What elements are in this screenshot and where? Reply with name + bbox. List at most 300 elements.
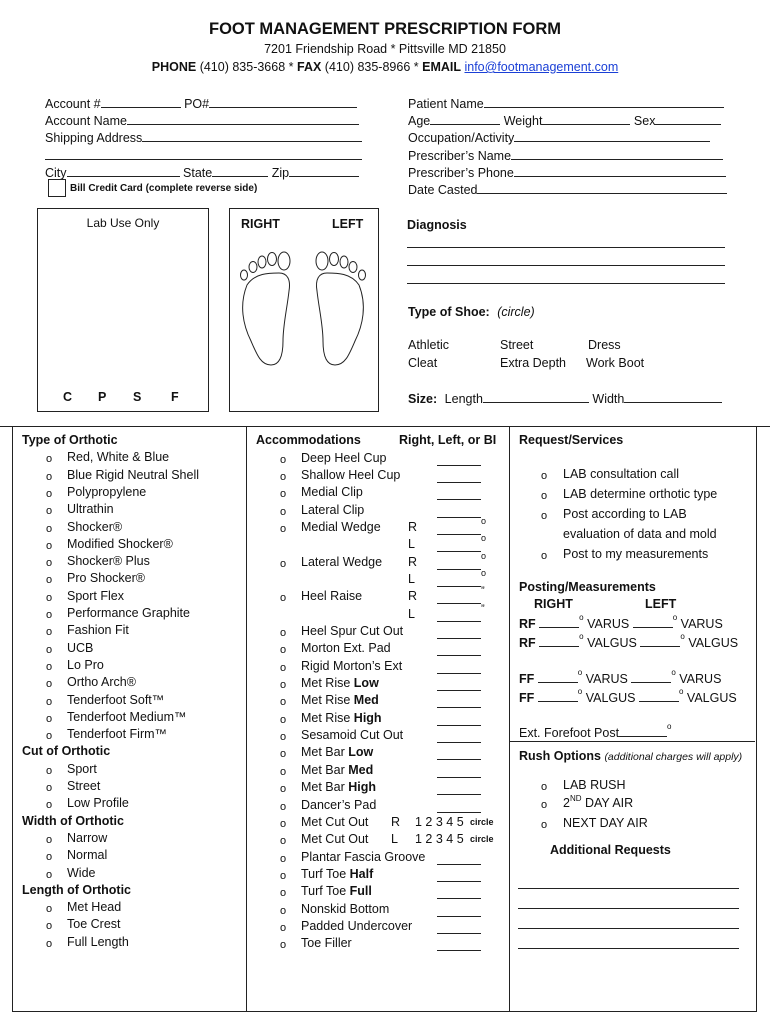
degree-mark: o [680,632,685,641]
orthotic-width-item[interactable]: Wide [67,865,96,880]
bullet[interactable]: o [46,799,53,812]
ff-valgus-row [519,689,737,705]
account-name-field[interactable] [127,112,359,125]
bullet[interactable]: o [280,522,287,535]
occupation-row [408,129,710,145]
accommodation-label: Rigid Morton’s Ext [301,658,403,673]
accommodation-label-emph: Low [353,676,379,691]
second-number: 2 [563,796,570,810]
side-l-field[interactable] [437,551,481,552]
occupation-field[interactable] [514,129,710,142]
request-post-lab-2: evaluation of data and mold [563,527,717,541]
shoe-cleat[interactable]: Cleat [408,356,438,370]
bullet[interactable]: o [280,921,287,934]
prescriber-phone-label: Prescriber’s Phone [408,166,514,180]
rush-title: Rush Options [519,749,601,763]
bullet[interactable]: o [280,679,287,692]
degree-mark: o [667,722,672,731]
age-field[interactable] [430,112,500,125]
orthotic-type-item[interactable]: Tenderfoot Firm™ [67,727,168,742]
side-r-label: R [408,589,418,604]
bullet[interactable]: o [46,557,53,570]
bullet[interactable]: o [280,557,287,570]
bullet[interactable]: o [280,713,287,726]
side-field[interactable] [437,673,481,674]
prescriber-name-field[interactable] [511,147,723,160]
accommodation-label: Nonskid Bottom [301,901,390,916]
date-casted-label: Date Casted [408,183,478,197]
age-label: Age [408,114,431,128]
date-casted-row [408,181,727,197]
side-field[interactable] [437,933,481,934]
orthotic-width-item[interactable]: Narrow [67,830,108,845]
account-name-label: Account Name [45,114,127,128]
length-field[interactable] [483,390,589,403]
width-orthotic-title: Width of Orthotic [22,813,124,828]
additional-line-2[interactable] [518,908,739,909]
side-field[interactable] [437,690,481,691]
bullet[interactable]: o [280,887,287,900]
circle-hint: circle [470,816,494,827]
accommodation-item[interactable] [301,745,373,759]
rush-next-day[interactable]: NEXT DAY AIR [563,816,648,830]
bullet[interactable]: o [280,592,287,605]
accommodation-item[interactable] [301,693,379,707]
diagnosis-line-1[interactable] [407,247,725,248]
lab-code-f: F [171,390,179,404]
orthotic-width-item[interactable]: Normal [67,848,108,863]
account-row [45,95,357,111]
account-no-label: Account # [45,97,101,111]
side-l-label: L [408,571,415,586]
diagnosis-label: Diagnosis [407,218,467,232]
account-name-row [45,112,359,128]
diagnosis-line-3[interactable] [407,283,725,284]
accommodation-item[interactable] [301,555,382,569]
accommodation-item[interactable] [301,589,362,603]
orthotic-type-item[interactable]: Tenderfoot Soft™ [67,692,165,707]
side-field[interactable] [437,725,481,726]
side-header: Right, Left, or BI [399,433,497,447]
bullet[interactable]: o [280,835,287,848]
unit-mark: o [481,515,487,526]
age-row [408,112,721,128]
side-field[interactable] [437,864,481,865]
side-field[interactable] [437,812,481,813]
orthotic-type-item[interactable]: Shocker® Plus [67,554,150,569]
bullet[interactable]: o [46,695,53,708]
accommodation-item[interactable] [301,798,376,812]
side-r-field[interactable] [437,534,481,535]
accommodation-item[interactable] [301,641,391,655]
bullet[interactable]: o [280,817,287,830]
bullet[interactable]: o [46,660,53,673]
bullet[interactable]: o [46,505,53,518]
diagnosis-line-2[interactable] [407,265,725,266]
bullet[interactable]: o [280,939,287,952]
bullet[interactable]: o [280,800,287,813]
orthotic-length-item[interactable]: Met Head [67,900,122,915]
side-field[interactable] [437,777,481,778]
requests-title: Request/Services [519,433,624,447]
circle-hint: circle [470,834,494,845]
lab-use-box [37,208,209,412]
day-air-label: DAY AIR [585,796,634,810]
sex-field[interactable] [655,112,721,125]
rush-lab[interactable]: LAB RUSH [563,778,626,792]
accommodation-item[interactable] [301,451,386,465]
unit-mark: o [481,550,487,561]
toe-numbers[interactable]: 1 2 3 4 5 [415,832,464,847]
bullet[interactable]: o [46,591,53,604]
side-field[interactable] [437,881,481,882]
lab-code-s: S [133,390,142,404]
bullet[interactable]: o [541,510,548,522]
weight-field[interactable] [542,112,630,125]
request-determine[interactable]: LAB determine orthotic type [563,487,718,501]
col-divider-2 [509,426,510,1012]
bullet[interactable]: o [280,488,287,501]
ff-label: FF [519,672,535,686]
ff-varus-left-field[interactable] [631,670,671,683]
orthotic-type-item[interactable]: Sport Flex [67,588,124,603]
accommodation-label-emph: High [353,710,382,725]
orthotic-type-item[interactable]: Polypropylene [67,484,147,499]
orthotic-type-item[interactable]: Fashion Fit [67,623,129,638]
bullet[interactable]: o [280,696,287,709]
request-post-lab[interactable]: Post according to LAB [563,507,687,521]
side-l-label: L [408,537,415,552]
date-casted-field[interactable] [477,181,727,194]
side-r-field[interactable] [437,569,481,570]
unit-mark: o [481,533,487,544]
rf-label: RF [519,636,536,650]
accommodation-item[interactable] [301,832,368,846]
side-field[interactable] [437,759,481,760]
accommodation-item[interactable] [301,815,368,829]
rf-valgus-left-field[interactable] [640,634,680,647]
request-post-mine[interactable]: Post to my measurements [563,547,709,561]
side-l-field[interactable] [437,586,481,587]
accommodation-label: Heel Raise [301,589,363,604]
cut-orthotic-title: Cut of Orthotic [22,744,111,759]
accommodation-item[interactable] [301,711,382,725]
ext-forefoot-field[interactable] [619,724,667,737]
city-field[interactable] [67,164,180,177]
accommodation-label-emph: Med [348,762,374,777]
bullet[interactable]: o [541,470,548,482]
bullet[interactable]: o [46,903,53,916]
ff-varus-right-field[interactable] [538,670,578,683]
side-field[interactable] [437,482,481,483]
bullet[interactable]: o [280,505,287,518]
accommodation-label-emph: Low [348,745,374,760]
orthotic-type-item[interactable]: Performance Graphite [67,606,190,620]
accommodation-item[interactable] [301,520,381,534]
side-l-field[interactable] [437,621,481,622]
accommodation-label: Sesamoid Cut Out [301,728,404,743]
orthotic-type-item[interactable]: Pro Shocker® [67,571,145,586]
bullet[interactable]: o [46,920,53,933]
valgus-label: VALGUS [688,636,739,650]
accommodation-label-emph: Half [349,866,374,881]
unit-mark: ” [481,602,485,615]
shoe-extra-depth[interactable]: Extra Depth [500,356,567,370]
shoe-type-row [408,305,535,319]
orthotic-type-item[interactable]: Blue Rigid Neutral Shell [67,467,200,482]
degree-mark: o [579,613,584,622]
orthotic-type-item[interactable]: Shocker® [67,519,123,534]
state-field[interactable] [212,164,268,177]
accommodation-label: Plantar Fascia Groove [301,849,426,864]
ff-valgus-right-field[interactable] [538,689,578,702]
bullet[interactable]: o [46,678,53,691]
nd-suffix: ND [569,794,582,803]
accommodation-item[interactable] [301,780,376,794]
rush-note: (additional charges will apply) [604,751,743,763]
orthotic-cut-item[interactable]: Low Profile [67,796,129,811]
sex-label: Sex [633,114,656,128]
patient-name-label: Patient Name [408,97,484,111]
toe-numbers[interactable]: 1 2 3 4 5 [415,814,464,829]
right-foot-label: RIGHT [241,217,280,231]
ext-forefoot-label: Ext. Forefoot Post [519,726,620,740]
valgus-label: VALGUS [585,691,636,705]
rush-title-row [519,749,742,763]
side-r-field[interactable] [437,603,481,604]
length-orthotic-title: Length of Orthotic [22,882,132,897]
bullet[interactable]: o [46,851,53,864]
accommodation-label: Medial Clip [301,485,363,500]
accommodation-item[interactable] [301,728,403,742]
rush-2nd-day[interactable] [563,796,633,810]
shipping-row [45,129,362,145]
bullet[interactable]: o [46,868,53,881]
po-label: PO# [184,97,210,111]
additional-line-3[interactable] [518,928,739,929]
accommodation-label-emph: Med [353,693,379,708]
varus-label: VARUS [680,617,723,631]
side-field[interactable] [437,517,481,518]
additional-line-4[interactable] [518,948,739,949]
side-field[interactable] [437,742,481,743]
lab-code-c: C [63,390,73,404]
accommodation-item[interactable] [301,659,402,673]
orthotic-type-item[interactable]: Tenderfoot Medium™ [67,709,187,724]
lab-code-p: P [98,390,107,404]
shoe-type-hint: (circle) [497,305,535,319]
posting-left: LEFT [645,597,677,611]
orthotic-type-item[interactable]: Ultrathin [67,502,114,517]
bullet[interactable]: o [46,487,53,500]
bullet[interactable]: o [46,453,53,466]
shoe-work-boot[interactable]: Work Boot [586,356,645,370]
side-field[interactable] [437,655,481,656]
side-field[interactable] [437,898,481,899]
accommodation-item[interactable] [301,485,363,499]
side-r-label: R [408,554,418,569]
orthotic-type-item[interactable]: UCB [67,640,94,655]
bullet[interactable]: o [46,782,53,794]
bullet[interactable]: o [541,799,548,811]
bullet[interactable]: o [46,522,53,535]
degree-mark: o [579,632,584,641]
bullet[interactable]: o [46,470,53,483]
accommodation-item[interactable] [301,850,425,864]
posting-title: Posting/Measurements [519,580,656,594]
additional-line-1[interactable] [518,888,739,889]
bullet[interactable]: o [280,904,287,917]
accommodation-label: Shallow Heel Cup [301,467,401,482]
ff-valgus-left-field[interactable] [639,689,679,702]
bullet[interactable]: o [46,626,53,639]
side-field[interactable] [437,638,481,639]
rf-valgus-right-field[interactable] [539,634,579,647]
ff-label: FF [519,691,535,705]
bullet[interactable]: o [46,764,53,777]
orthotic-type-item[interactable]: Ortho Arch® [67,675,136,690]
accommodation-label: Met Cut Out [301,814,369,829]
size-row [408,390,722,406]
orthotic-cut-item[interactable]: Sport [67,761,97,776]
bullet[interactable]: o [46,609,53,621]
bullet[interactable]: o [280,731,287,744]
shoe-athletic[interactable]: Athletic [408,338,449,352]
shoe-dress[interactable]: Dress [588,338,621,352]
orthotic-type-item[interactable]: Red, White & Blue [67,450,170,465]
length-label: Length [444,392,483,406]
bullet[interactable]: o [280,783,287,796]
form-title: FOOT MANAGEMENT PRESCRIPTION FORM [209,20,561,38]
bullet[interactable]: o [280,661,287,674]
lab-use-title: Lab Use Only [86,216,160,230]
accommodation-label: Deep Heel Cup [301,450,387,465]
accommodation-label: Padded Undercover [301,918,413,933]
rf-varus-left-field[interactable] [633,615,673,628]
side-r-label: R [408,519,418,534]
accommodation-label: Met Cut Out [301,832,369,847]
email-link[interactable]: info@footmanagement.com [464,60,619,74]
side-field[interactable] [437,794,481,795]
fax: (410) 835-8966 * [324,60,419,74]
orthotic-length-item[interactable]: Toe Crest [67,917,121,932]
accommodation-item[interactable] [301,676,379,690]
feet-outline-icon[interactable] [229,245,377,370]
bullet[interactable]: o [280,869,287,882]
accommodation-label: Dancer’s Pad [301,797,377,812]
side-field[interactable] [437,499,481,500]
bullet[interactable]: o [541,781,548,793]
accommodation-label: Heel Spur Cut Out [301,624,404,638]
accommodation-item[interactable] [301,624,403,638]
bullet[interactable]: o [280,852,287,865]
bullet[interactable]: o [46,643,53,656]
orthotic-length-item[interactable]: Full Length [67,934,129,949]
accommodation-label: Turf Toe [301,866,350,881]
bullet[interactable]: o [280,470,287,483]
width-field[interactable] [624,390,722,403]
bill-credit-checkbox[interactable] [48,179,66,197]
accommodation-label: Lateral Clip [301,502,365,517]
varus-label: VARUS [679,672,722,686]
rf-label: RF [519,617,536,631]
accommodation-item[interactable] [301,936,352,950]
bullet[interactable]: o [541,490,548,502]
shoe-street[interactable]: Street [500,338,534,352]
orthotic-cut-item[interactable]: Street [67,779,101,793]
bullet[interactable]: o [46,712,53,725]
patient-name-field[interactable] [484,95,724,108]
degree-mark: o [671,668,676,677]
accommodation-item[interactable] [301,763,373,777]
side-field[interactable] [437,950,481,951]
valgus-label: VALGUS [686,691,737,705]
city-row [45,164,359,180]
account-no-field[interactable] [101,95,181,108]
accommodation-item[interactable] [301,867,373,881]
bullet[interactable]: o [46,574,53,587]
bullet[interactable]: o [46,833,53,846]
prescriber-name-label: Prescriber’s Name [408,149,512,163]
valgus-label: VALGUS [587,636,637,650]
bullet[interactable]: o [46,937,53,950]
bullet[interactable]: o [541,819,548,831]
bullet[interactable]: o [280,627,287,639]
side-field[interactable] [437,707,481,708]
phone-label: PHONE [151,60,197,74]
accommodation-item[interactable] [301,884,372,898]
rf-varus-row [519,615,723,631]
accommodation-label: Met Rise [301,710,354,725]
rf-varus-right-field[interactable] [539,615,579,628]
bullet[interactable]: o [46,539,53,552]
accommodation-item[interactable] [301,468,400,482]
accommodation-label: Medial Wedge [301,519,381,534]
zip-field[interactable] [289,164,359,177]
accommodation-item[interactable] [301,503,364,517]
bullet[interactable]: o [280,644,287,657]
side-field[interactable] [437,916,481,917]
accommodation-label-emph: High [348,780,377,795]
bullet[interactable]: o [280,453,287,466]
orthotic-type-item[interactable]: Lo Pro [67,657,104,672]
bullet[interactable]: o [280,748,287,761]
po-field[interactable] [209,95,357,108]
accommodation-label: Met Rise [301,676,354,691]
accommodation-item[interactable] [301,902,389,916]
bullet[interactable]: o [541,550,548,562]
shipping-field-2[interactable] [45,159,362,160]
orthotic-type-item[interactable]: Modified Shocker® [67,536,173,551]
prescriber-phone-field[interactable] [514,164,726,177]
bullet[interactable]: o [46,730,53,743]
posting-right: RIGHT [534,597,573,611]
side-l-label: L [408,606,415,621]
accommodation-item[interactable] [301,919,412,933]
side-field[interactable] [437,465,481,466]
request-consultation[interactable]: LAB consultation call [563,467,680,481]
bullet[interactable]: o [280,765,287,778]
accommodation-label: Morton Ext. Pad [301,641,391,656]
width-label: Width [592,392,625,406]
prescriber-phone-row [408,164,726,180]
type-orthotic-title: Type of Orthotic [22,433,118,447]
degree-mark: o [678,687,684,696]
contact-line [0,60,770,74]
varus-label: VARUS [587,617,630,631]
side-label: R [391,814,401,829]
shipping-field[interactable] [142,129,362,142]
